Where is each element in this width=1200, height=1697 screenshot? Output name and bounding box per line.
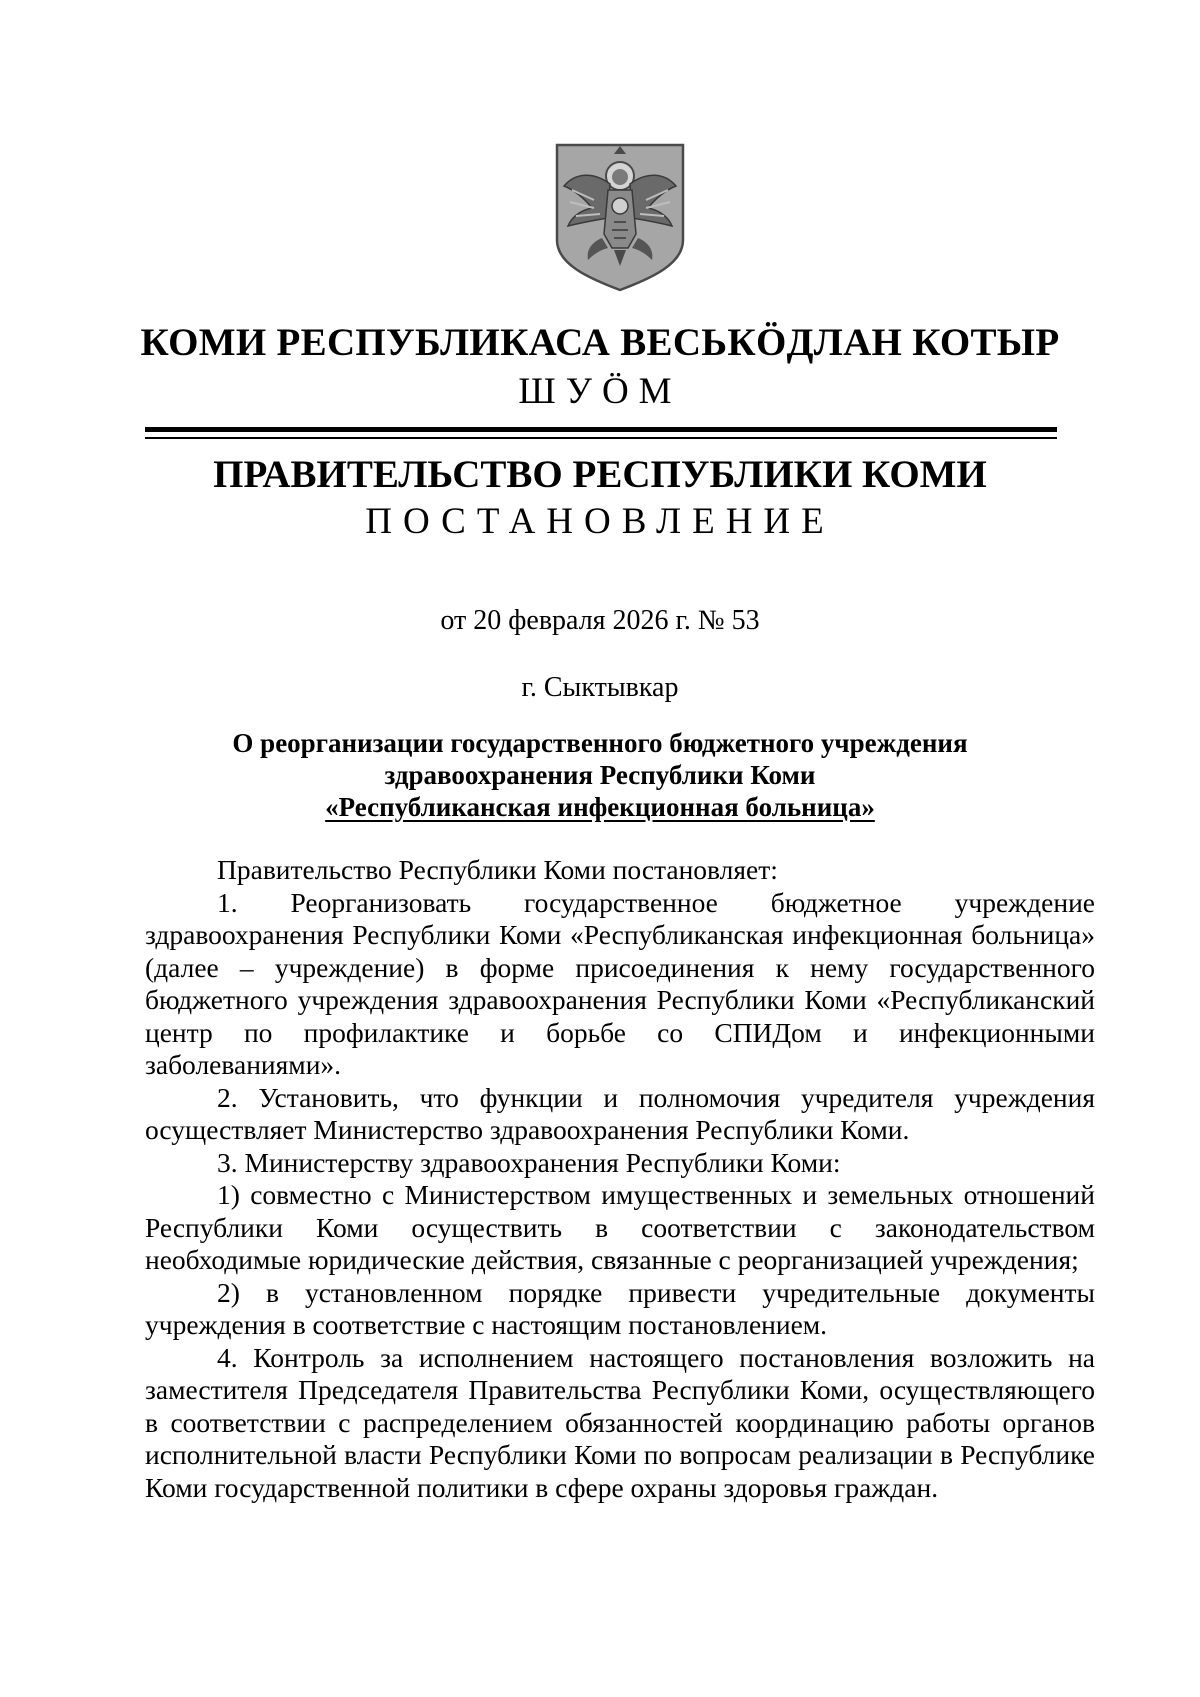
header-divider-thick	[145, 427, 1057, 432]
header-divider-thin	[145, 437, 1057, 439]
government-title: ПРАВИТЕЛЬСТВО РЕСПУБЛИКИ КОМИ	[213, 453, 987, 496]
document-type: ПОСТАНОВЛЕНИЕ	[365, 501, 835, 542]
body-paragraph-subitem-3-2: 2) в установленном порядке привести учредительные документы учреждения в соответствие с настоящим постановлением.	[145, 1276, 1095, 1340]
document-title-line-3: «Республиканская инфекционная больница»	[325, 792, 875, 822]
document-date-number: от 20 февраля 2026 г. № 53	[440, 605, 760, 636]
body-paragraph-item-3: 3. Министерству здравоохранения Республики Коми:	[217, 1146, 841, 1178]
document-title-line-2: здравоохранения Республики Коми	[384, 760, 816, 790]
body-paragraph-item-4: 4. Контроль за исполнением настоящего постановления возложить на заместителя Председателя Правительства Республики Коми, осуществляющего в соответствии с распределением обязанностей координацию работы органов исполнительной власти Республики Коми по вопросам реализации в Республике Коми государственной политики в сфере охраны здоровья граждан.	[145, 1341, 1095, 1503]
body-paragraph-item-1: 1. Реорганизовать государственное бюджетное учреждение здравоохранения Республики Коми «Республиканская инфекционная больница» (далее – учреждение) в форме присоединения к нему государственного бюджетного учреждения здравоохранения Республики Коми «Республиканский центр по профилактике и борьбе со СПИДом и инфекционными заболеваниями».	[145, 886, 1095, 1080]
document-title-line-1: О реорганизации государственного бюджетного учреждения	[232, 728, 968, 758]
komi-government-title: КОМИ РЕСПУБЛИКАСА ВЕСЬКӦДЛАН КОТЫР	[140, 321, 1060, 364]
body-paragraph-subitem-3-1: 1) совместно с Министерством имущественных и земельных отношений Республики Коми осуществить в соответствии с законодательством необходимые юридические действия, связанные с реорганизацией учреждения;	[145, 1179, 1095, 1275]
body-paragraph-item-2: 2. Установить, что функции и полномочия учредителя учреждения осуществляет Министерство здравоохранения Республики Коми.	[145, 1081, 1095, 1145]
komi-coat-of-arms-icon	[554, 142, 686, 292]
komi-document-type: ШУӦМ	[518, 371, 682, 412]
body-paragraph-preamble: Правительство Республики Коми постановляет:	[217, 854, 778, 885]
document-city: г. Сыктывкар	[521, 672, 679, 703]
document-body	[145, 854, 1095, 1504]
